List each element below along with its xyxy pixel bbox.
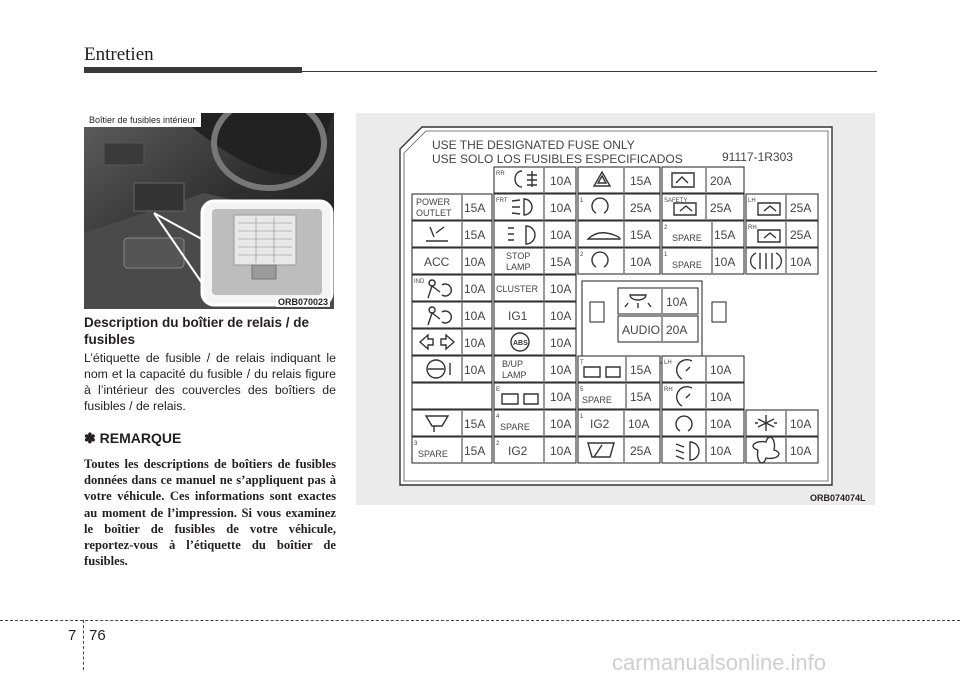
page-header-title: Entretien (84, 44, 154, 65)
fuse-rating: 15A (550, 255, 572, 269)
fuse-tag: 3 (414, 441, 418, 447)
fuse-rating: 10A (550, 201, 572, 215)
fuse-tag: 1 (580, 414, 584, 420)
fuse-tag: 2 (496, 441, 500, 447)
fuse-label: SPARE (418, 449, 448, 459)
fuse-rating: 10A (464, 336, 486, 350)
fuse-rating: 10A (714, 255, 736, 269)
fuse-rating: 15A (630, 174, 652, 188)
header-bar (84, 67, 302, 73)
section-title: Description du boîtier de relais / de fusibles (84, 315, 310, 347)
fuse-tag: 1 (580, 198, 584, 204)
diagram-part-number: 91117-1R303 (722, 150, 793, 164)
fuse-rating: 10A (710, 390, 732, 404)
fuse-label: STOP (506, 251, 531, 261)
fuse-label: SPARE (500, 422, 530, 432)
fuse-rating: 10A (550, 309, 572, 323)
fuse-rating: 20A (710, 174, 732, 188)
diagram-reference-code: ORB074074L (810, 493, 866, 503)
fuse-rating: 15A (464, 201, 486, 215)
fuse-label: AUDIO (622, 323, 661, 337)
svg-text:ABS: ABS (513, 340, 528, 347)
fuse-tag: 2 (664, 225, 668, 231)
note-title: ✽ REMARQUE (84, 430, 182, 446)
fuse-rating: 15A (464, 228, 486, 242)
fuse-label: SPARE (672, 260, 702, 270)
fuse-wiper-3 (662, 410, 744, 436)
fuse-rating: 10A (550, 174, 572, 188)
fuse-rating: 10A (550, 228, 572, 242)
fuse-rating: 10A (550, 417, 572, 431)
fuse-rating: 10A (710, 363, 732, 377)
fuse-label: IG2 (508, 444, 528, 458)
section-body: L’étiquette de fusible / de relais indiquant le nom et la capacité du fusible / du relais figure à l’intérieur des couvercles des boîtiers de fusibles / de relais. (84, 351, 336, 413)
fuse-tag: RH (748, 225, 757, 231)
fuse-tag: 5 (580, 387, 584, 393)
fuse-rating: 20A (666, 323, 688, 337)
fuse-rating: 10A (666, 295, 688, 309)
chapter-number: 7 (68, 627, 77, 644)
fuse-label: IG1 (508, 309, 528, 323)
fuse-label: LAMP (506, 262, 531, 272)
page-number: 76 (89, 627, 106, 644)
fuse-label: SPARE (672, 233, 702, 243)
fuse-rating: 10A (464, 282, 486, 296)
fuse-label: LAMP (502, 370, 527, 380)
fuse-rating: 10A (790, 255, 812, 269)
fuse-rating: 10A (710, 417, 732, 431)
fuse-rating: 10A (550, 444, 572, 458)
fuse-rating: 25A (710, 201, 732, 215)
fuse-rating: 10A (550, 363, 572, 377)
fuse-rating: 10A (464, 309, 486, 323)
fuse-empty (412, 383, 492, 409)
fuse-rating: 10A (790, 444, 812, 458)
fuse-tag: SAFETY (664, 198, 688, 204)
relay-slot (712, 302, 726, 322)
photo-caption: Boîtier de fusibles intérieur (84, 113, 201, 127)
fuse-label: POWER (416, 197, 451, 207)
fuse-tag: 2 (580, 252, 584, 258)
diagram-header-line1: USE THE DESIGNATED FUSE ONLY (432, 138, 635, 152)
note-body: Toutes les descriptions de boîtiers de fusibles données dans ce manuel ne s’appliquent pas à votre véhicule. Ces informations sont exactes au moment de l’impression. Si vous examinez le boîtier de fusibles de votre véhicule, reportez-vous à l’étiquette du boîtier de fusibles. (84, 457, 336, 569)
fuse-rating: 10A (630, 255, 652, 269)
relay-slot (590, 302, 604, 322)
fuse-rating: 10A (464, 363, 486, 377)
fuse-tag: LH (664, 360, 672, 366)
fuse-rating: 25A (790, 228, 812, 242)
fuse-label: ACC (424, 255, 450, 269)
fuse-low-beam (662, 437, 744, 463)
fuse-rating: 15A (714, 228, 736, 242)
fuse-tag: IND (414, 279, 425, 285)
fuse-label: B/UP (502, 359, 524, 369)
fuse-box-photo (84, 113, 334, 309)
fuse-rating: 25A (630, 444, 652, 458)
fuse-rating: 15A (630, 363, 652, 377)
fuse-rh-light (662, 383, 744, 409)
watermark: carmanualsonline.info (612, 650, 827, 675)
footer-rule (0, 620, 960, 621)
fuse-rating: 10A (550, 336, 572, 350)
fuse-label-svg (356, 113, 875, 505)
fuse-rating: 15A (630, 228, 652, 242)
fuse-label-diagram (356, 113, 875, 505)
fuse-rating: 10A (464, 255, 486, 269)
header-rule (302, 71, 877, 72)
fuse-tag: 1 (664, 252, 668, 258)
fuse-rating: 10A (628, 417, 650, 431)
fuse-rating: 15A (464, 444, 486, 458)
fuse-rating: 15A (630, 390, 652, 404)
fuse-lh-light (662, 356, 744, 382)
fuse-tag: E (496, 387, 501, 393)
fuse-rating: 10A (790, 417, 812, 431)
fuse-rating: 10A (550, 390, 572, 404)
fuse-door-lock (662, 167, 744, 193)
fuse-label: IG2 (590, 417, 610, 431)
fuse-label: CLUSTER (496, 284, 539, 294)
fuse-tag: LH (748, 198, 756, 204)
fuse-rating: 10A (710, 444, 732, 458)
footer-divider (83, 620, 84, 670)
fuse-rating: 15A (464, 417, 486, 431)
fuse-rating: 25A (630, 201, 652, 215)
photo-reference-code: ORB070023 (278, 297, 329, 307)
fuse-rating: 25A (790, 201, 812, 215)
fuse-tag: T (580, 360, 584, 366)
fuse-tag: RR (496, 171, 505, 177)
diagram-header-line2: USE SOLO LOS FUSIBLES ESPECIFICADOS (432, 152, 683, 166)
fuse-tag: 4 (496, 414, 500, 420)
fuse-label: OUTLET (416, 208, 452, 218)
fuse-box-photo-illustration (84, 113, 334, 309)
fuse-tag: FRT (496, 198, 508, 204)
fuse-rating: 10A (550, 282, 572, 296)
fuse-label: SPARE (582, 395, 612, 405)
fuse-tag: RH (664, 387, 673, 393)
